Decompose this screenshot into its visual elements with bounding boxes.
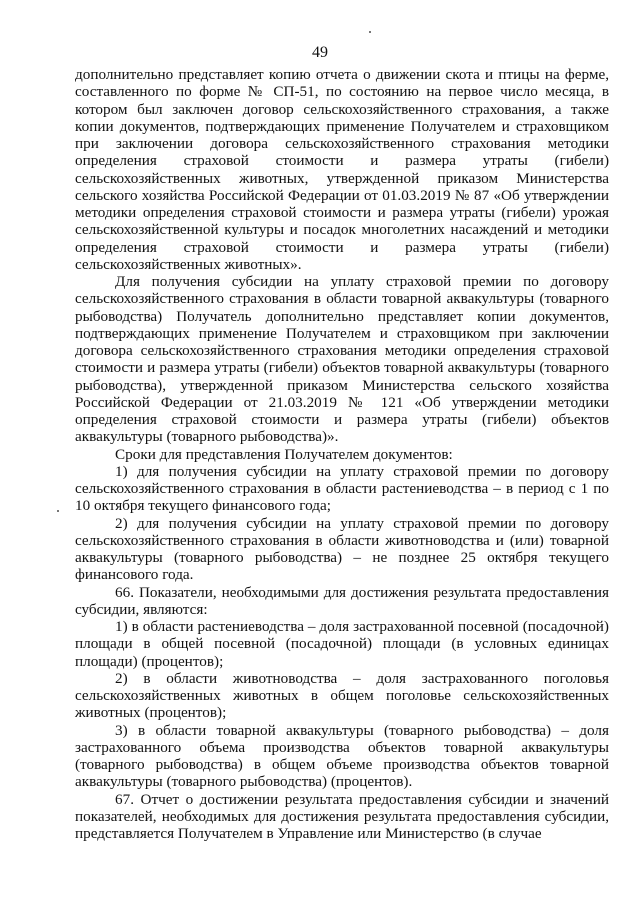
paragraph-deadlines-heading: Сроки для представления Получателем документов: — [115, 445, 453, 463]
paragraph-continuation: дополнительно представляет копию отчета о движении скота и птицы на ферме, составленного по форме № СП-51, по состоянию на первое число месяца, в котором был заключен договор сельскохозяйственного страхования, а также копии документов, подтверждающих применение Получателем и страховщиком при заключении договора сельскохозяйственного страхования методики определения страховой стоимости и размера утраты (гибели) сельскохозяйственных животных, утвержденной приказом Министерства сельского хозяйства Российской Федерации от 01.03.2019 № 87 «Об утверждении методики определения страховой стоимости и размера утраты (гибели) урожая сельскохозяйственной культуры и посадок многолетних насаждений и методики определения страховой стоимости и размера утраты (гибели) сельскохозяйственных животных». — [75, 66, 609, 273]
paragraph-indicator-livestock: 2) в области животноводства – доля застрахованного поголовья сельскохозяйственных животных в общем поголовье сельскохозяйственных животных (процентов); — [75, 669, 609, 722]
paragraph-deadline-livestock: 2) для получения субсидии на уплату страховой премии по договору сельскохозяйственного страхования в области животноводства и (или) товарной аквакультуры (товарного рыбоводства) – не позднее 25 октября текущего финансового года. — [75, 514, 609, 584]
paragraph-deadline-crop: 1) для получения субсидии на уплату страховой премии по договору сельскохозяйственного страхования в области растениеводства – в период с 1 по 10 октября текущего финансового года; — [75, 462, 609, 515]
scan-mark — [369, 31, 371, 33]
paragraph-indicator-aquaculture: 3) в области товарной аквакультуры (товарного рыбоводства) – доля застрахованного объема производства объектов товарной аквакультуры (товарного рыбоводства) в общем объеме производства объектов товарной аквакультуры (товарного рыбоводства) (процентов). — [75, 721, 609, 791]
paragraph-66: 66. Показатели, необходимыми для достижения результата предоставления субсидии, являются: — [75, 583, 609, 618]
paragraph-aquaculture-documents: Для получения субсидии на уплату страховой премии по договору сельскохозяйственного страхования в области товарной аквакультуры (товарного рыбоводства) Получатель дополнительно представляет копии документов, подтверждающих применение Получателем и страховщиком при заключении договора сельскохозяйственного страхования методики определения страховой стоимости и размера утраты (гибели) объектов товарной аквакультуры (товарного рыбоводства), утвержденной приказом Министерства сельского хозяйства Российской Федерации от 21.03.2019 № 121 «Об утверждении методики определения страховой стоимости и размера утраты (гибели) объектов аквакультуры (товарного рыбоводства)». — [75, 273, 609, 446]
page-number: 49 — [312, 44, 328, 61]
document-body — [75, 66, 609, 842]
scan-mark — [57, 510, 59, 512]
paragraph-67: 67. Отчет о достижении результата предоставления субсидии и значений показателей, необходимых для достижения результата предоставления субсидии, представляется Получателем в Управление или Министерство (в случае — [75, 790, 609, 842]
paragraph-indicator-crop: 1) в области растениеводства – доля застрахованной посевной (посадочной) площади в общей посевной (посадочной) площади (в условных единицах площади) (процентов); — [75, 618, 609, 670]
